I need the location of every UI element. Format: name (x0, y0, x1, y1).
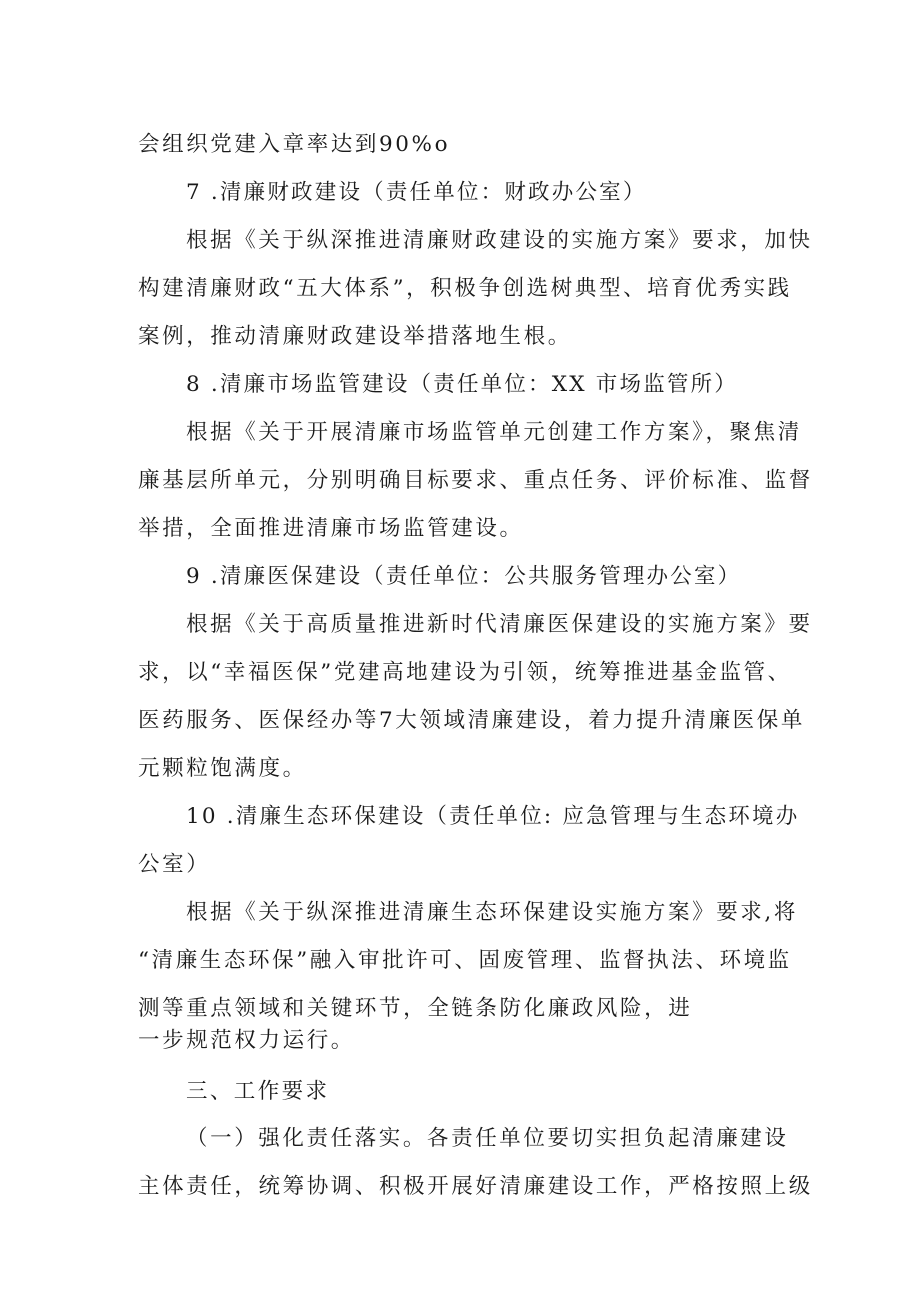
item-heading-7: 7 .清廉财政建设（责任单位：财政办公室） (186, 180, 647, 205)
paragraph-line: 廉基层所单元，分别明确目标要求、重点任务、评价标准、监督 (138, 468, 813, 493)
item-heading-10: 10 .清廉生态环保建设（责任单位: 应急管理与生态环境办 (186, 804, 800, 829)
paragraph-line: 主体责任，统筹协调、积极开展好清廉建设工作，严格按照上级 (138, 1174, 813, 1199)
paragraph-line: 根据《关于纵深推进清廉生态环保建设实施方案》要求,将 (186, 900, 798, 925)
paragraph-line: 一步规范权力运行。 (138, 1028, 355, 1053)
paragraph-line: 求，以“幸福医保”党建高地建设为引领，统筹推进基金监管、 (138, 660, 792, 685)
paragraph-line: 根据《关于高质量推进新时代清廉医保建设的实施方案》要 (186, 612, 813, 637)
subsection-heading: （一）强化责任落实。各责任单位要切实担负起清廉建设 (186, 1126, 789, 1151)
paragraph-line: 案例，推动清廉财政建设举措落地生根。 (138, 324, 572, 349)
item-heading-9: 9 .清廉医保建设（责任单位：公共服务管理办公室） (186, 564, 742, 589)
item-heading-8: 8 .清廉市场监管建设（责任单位：XX 市场监管所） (186, 372, 738, 397)
paragraph-line: 举措，全面推进清廉市场监管建设。 (138, 516, 524, 541)
section-heading: 三、工作要求 (186, 1079, 330, 1104)
paragraph-line: 测等重点领域和关键环节，全链条防化廉政风险，进 (138, 996, 693, 1021)
paragraph-line: 会组织党建入章率达到90%o (138, 132, 451, 157)
paragraph-line: 根据《关于开展清廉市场监管单元创建工作方案》，聚焦清 (186, 420, 802, 445)
paragraph-line: 根据《关于纵深推进清廉财政建设的实施方案》要求，加快 (186, 228, 813, 253)
paragraph-line: 构建清廉财政“五大体系”，积极争创选树典型、培育优秀实践 (138, 276, 792, 301)
paragraph-line: 元颗粒饱满度。 (138, 756, 307, 781)
paragraph-line: 公室） (138, 852, 211, 877)
paragraph-line: “清廉生态环保”融入审批许可、固废管理、监督执法、环境监 (138, 948, 792, 973)
paragraph-line: 医药服务、医保经办等7大领域清廉建设，着力提升清廉医保单 (138, 708, 805, 733)
